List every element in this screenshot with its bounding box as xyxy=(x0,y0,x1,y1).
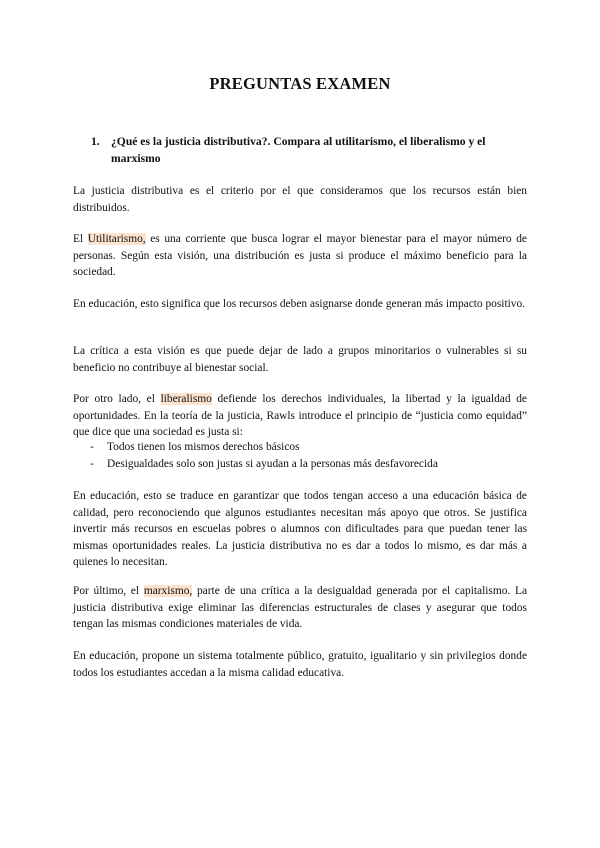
paragraph-marxismo-pre: Por último, el xyxy=(73,585,144,597)
paragraph-definition: La justicia distributiva es el criterio por el que consideramos que los recursos están bien distribuidos. xyxy=(73,185,527,214)
rawls-conditions-list xyxy=(73,439,527,472)
paragraph-liberalismo-pre: Por otro lado, el xyxy=(73,393,161,405)
question-text: ¿Qué es la justicia distributiva?. Compara al utilitarismo, el liberalismo y el marxismo xyxy=(111,135,486,165)
highlight-utilitarismo: Utilitarismo, xyxy=(87,233,146,245)
paragraph-utilitarismo-education: En educación, esto significa que los recursos deben asignarse donde generan más impacto positivo. xyxy=(73,298,526,310)
list-dash: - xyxy=(90,457,94,470)
list-item xyxy=(73,456,527,473)
paragraph-liberalismo xyxy=(73,391,527,441)
paragraph-utilitarismo-pre: El xyxy=(73,233,88,245)
question-heading xyxy=(91,133,531,167)
list-item-text: Desigualdades solo son justas si ayudan a la personas más desfavorecida xyxy=(107,457,438,470)
question-number: 1. xyxy=(91,135,100,148)
list-item-text: Todos tienen los mismos derechos básicos xyxy=(107,441,300,453)
paragraph-marxismo-post: parte de una crítica a la desigualdad generada por el capitalismo. La justicia distributiva exige eliminar las diferencias estructurales de clases y asegurar que todos tengan las mismas condiciones materiales de vida. xyxy=(73,585,527,630)
list-dash: - xyxy=(90,441,94,453)
highlight-liberalismo: liberalismo xyxy=(160,393,212,405)
paragraph-utilitarismo xyxy=(73,231,527,281)
paragraph-liberalismo-post: defiende los derechos individuales, la libertad y la igualdad de oportunidades. En la teoría de la justicia, Rawls introduce el principio de “justicia como equidad” que dice que una sociedad es justa si: xyxy=(73,393,527,438)
document-title: PREGUNTAS EXAMEN xyxy=(209,74,391,93)
paragraph-utilitarismo-post: es una corriente que busca lograr el mayor bienestar para el mayor número de personas. Según esta visión, una distribución es justa si produce el máximo beneficio para la sociedad. xyxy=(73,233,527,278)
paragraph-marxismo xyxy=(73,583,527,633)
highlight-marxismo: marxismo, xyxy=(143,585,193,597)
paragraph-utilitarismo-critique: La crítica a esta visión es que puede dejar de lado a grupos minoritarios o vulnerables si su beneficio no contribuye al bienestar social. xyxy=(73,345,527,374)
paragraph-liberalismo-education: En educación, esto se traduce en garantizar que todos tengan acceso a una educación básica de calidad, pero reconociendo que algunos estudiantes necesitan más apoyo que otros. Se justifica invertir más recursos en escuelas pobres o alumnos con dificultades para que puedan tener las mismas oportunidades reales. La justicia distributiva no es dar a todos lo mismo, es dar más a quienes lo necesitan. xyxy=(73,490,527,568)
paragraph-marxismo-education: En educación, propone un sistema totalmente público, gratuito, igualitario y sin privilegios donde todos los estudiantes accedan a la misma calidad educativa. xyxy=(73,650,527,679)
list-item xyxy=(73,439,527,456)
